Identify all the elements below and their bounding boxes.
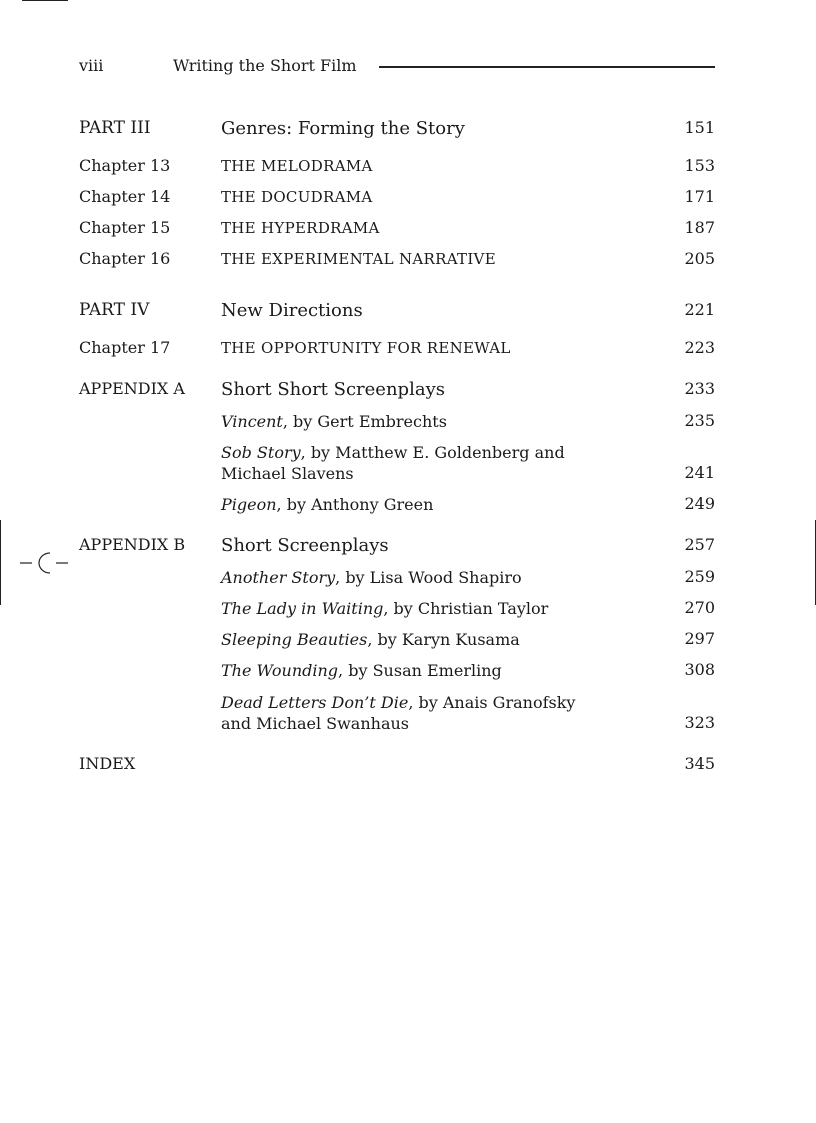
screenplay-author-continued: Michael Slavens (221, 464, 354, 483)
screenplay-title: Vincent (221, 412, 283, 431)
page-number: 308 (684, 660, 715, 679)
chapter-title: THE OPPORTUNITY FOR RENEWAL (221, 339, 511, 357)
page-number: 270 (684, 598, 715, 617)
appendix-label: APPENDIX B (79, 535, 186, 554)
screenplay-author: , by Matthew E. Goldenberg and (300, 443, 565, 462)
page-edge-left (0, 520, 1, 605)
screenplay-author: , by Gert Embrechts (282, 412, 447, 431)
registration-mark-icon (20, 550, 70, 576)
screenplay-entry (221, 629, 520, 650)
chapter-title: THE MELODRAMA (221, 157, 373, 175)
chapter-title: THE HYPERDRAMA (221, 219, 380, 237)
page-number: 249 (684, 494, 715, 513)
page-number: 323 (684, 713, 715, 732)
page-number: 345 (684, 754, 715, 773)
screenplay-author: , by Karyn Kusama (367, 630, 520, 649)
page-number: 257 (684, 535, 715, 554)
screenplay-entry (221, 494, 433, 515)
part-label: PART III (79, 118, 151, 138)
chapter-label: Chapter 13 (79, 156, 171, 175)
chapter-label: Chapter 15 (79, 218, 171, 237)
running-head (79, 56, 715, 78)
appendix-title: Short Screenplays (221, 535, 389, 556)
appendix-label: APPENDIX A (79, 379, 185, 398)
screenplay-title: Dead Letters Don’t Die (221, 693, 409, 712)
screenplay-title: Sleeping Beauties (221, 630, 368, 649)
screenplay-entry (221, 660, 502, 681)
screenplay-author-continued: and Michael Swanhaus (221, 714, 410, 733)
page-number: 171 (684, 187, 715, 206)
chapter-label: Chapter 14 (79, 187, 171, 206)
screenplay-entry (221, 411, 447, 432)
screenplay-title: The Wounding (221, 661, 339, 680)
page-number: 297 (684, 629, 715, 648)
screenplay-author: , by Lisa Wood Shapiro (335, 568, 522, 587)
screenplay-entry (221, 692, 575, 713)
page-number: 205 (684, 249, 715, 268)
chapter-title: THE EXPERIMENTAL NARRATIVE (221, 250, 496, 268)
chapter-title: THE DOCUDRAMA (221, 188, 373, 206)
screenplay-author: , by Susan Emerling (338, 661, 502, 680)
index-label: INDEX (79, 754, 136, 773)
running-head-book-title: Writing the Short Film (173, 56, 357, 75)
appendix-title: Short Short Screenplays (221, 379, 445, 400)
screenplay-title: Pigeon (221, 495, 277, 514)
crop-mark-top (22, 0, 68, 1)
page-number: 241 (684, 463, 715, 482)
page-number: 221 (684, 300, 715, 319)
page-number: 151 (684, 118, 715, 137)
screenplay-author: , by Anthony Green (276, 495, 434, 514)
screenplay-entry (221, 567, 522, 588)
page-number: 153 (684, 156, 715, 175)
screenplay-title: The Lady in Waiting (221, 599, 384, 618)
page-number: 223 (684, 338, 715, 357)
screenplay-author: , by Anais Granofsky (408, 693, 576, 712)
part-label: PART IV (79, 300, 150, 320)
screenplay-title: Sob Story (221, 443, 301, 462)
page-number: 259 (684, 567, 715, 586)
page-number: 233 (684, 379, 715, 398)
screenplay-author: , by Christian Taylor (383, 599, 549, 618)
chapter-label: Chapter 17 (79, 338, 171, 357)
chapter-label: Chapter 16 (79, 249, 171, 268)
part-title: Genres: Forming the Story (221, 118, 465, 139)
part-title: New Directions (221, 300, 363, 321)
screenplay-title: Another Story (221, 568, 336, 587)
screenplay-entry (221, 442, 565, 463)
running-head-rule (379, 66, 715, 68)
screenplay-entry (221, 598, 548, 619)
page-number: 187 (684, 218, 715, 237)
page-number: 235 (684, 411, 715, 430)
running-head-page-number: viii (79, 56, 104, 75)
